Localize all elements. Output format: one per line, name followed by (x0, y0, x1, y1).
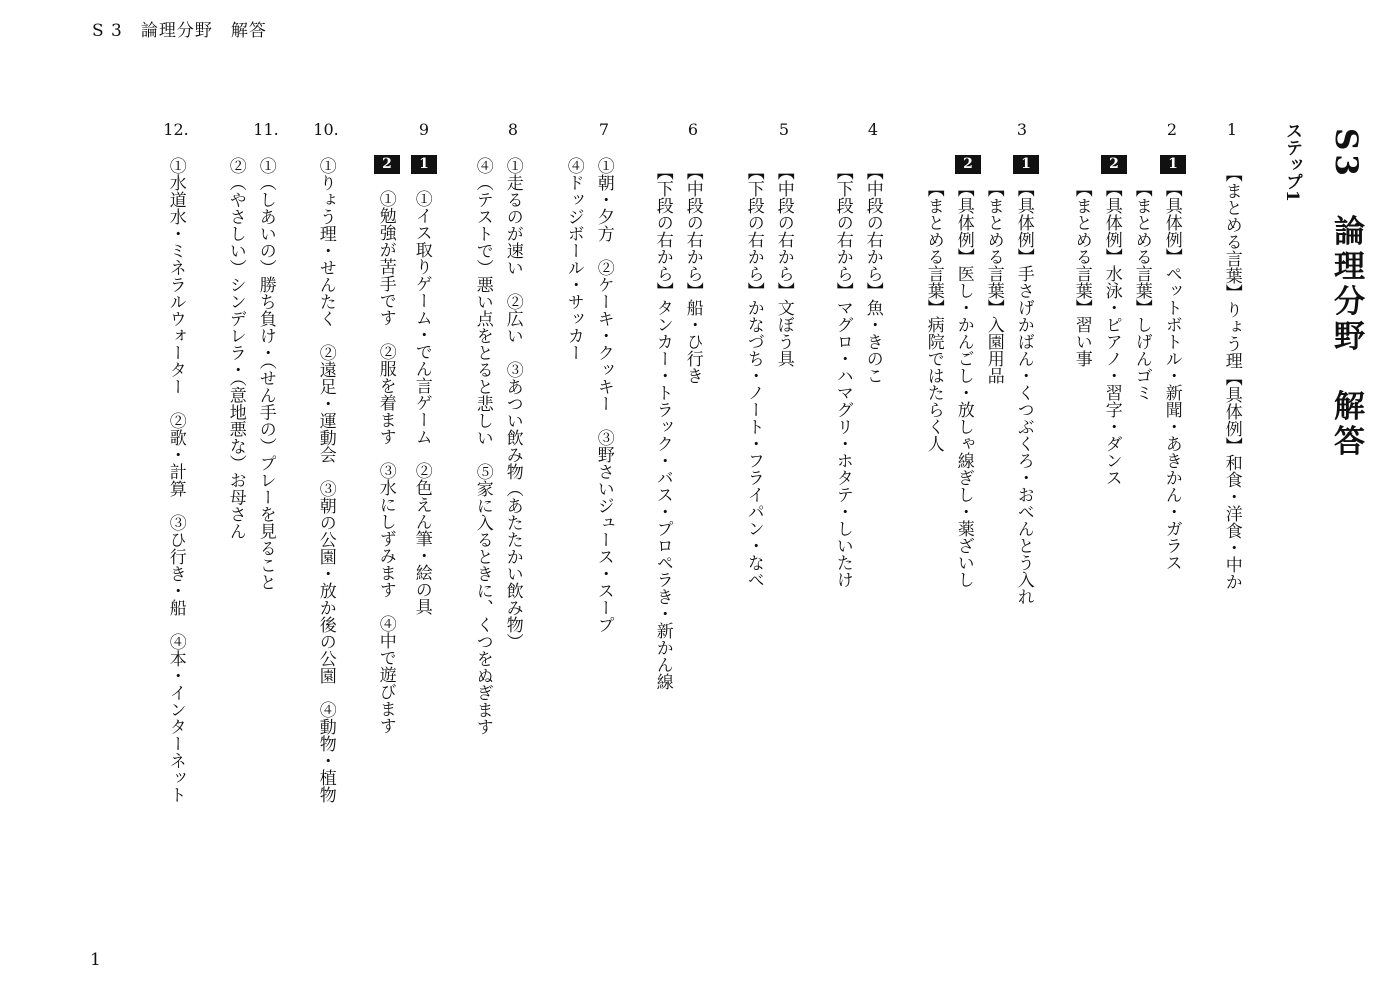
step-label: ステップ1 (1282, 122, 1302, 202)
answer-line: ①勉強が苦手です ②服を着ます ③水にしずみます ④中で遊びます (375, 190, 396, 734)
question-number-7: 7 (598, 120, 610, 139)
part-badge-1: 1 (1160, 155, 1186, 174)
page-header: S 3 論理分野 解答 (92, 21, 267, 41)
question-number-1: 1 (1226, 120, 1238, 139)
part-badge-1: 1 (1013, 155, 1039, 174)
answer-line: 【まとめる言葉】入園用品 (983, 180, 1004, 384)
answer-line: 【まとめる言葉】習い事 (1071, 180, 1092, 367)
part-badge-2: 2 (1101, 155, 1127, 174)
answer-line: 【下段の右から】タンカー・トラック・バス・プロペラき・新かん線 (652, 163, 673, 690)
question-number-10: 10. (313, 120, 339, 139)
answer-line: ①走るのが速い ②広い ③あつい飲み物（あたたかい飲み物） (502, 157, 523, 650)
part-badge-2: 2 (955, 155, 981, 174)
answer-line: 【具体例】ペットボトル・新聞・あきかん・ガラス (1161, 180, 1182, 571)
question-number-5: 5 (778, 120, 790, 139)
part-badge-2: 2 (374, 155, 400, 174)
question-number-6: 6 (687, 120, 699, 139)
answer-line: 【具体例】手さげかばん・くつぶくろ・おべんとう入れ (1013, 180, 1034, 605)
answer-line: ②（やさしい）シンデレラ・（意地悪な）お母さん (225, 157, 246, 540)
answer-line: ④ドッジボール・サッカー (563, 157, 584, 361)
answer-line: ①りょう理・せんたく ②遠足・運動会 ③朝の公園・放か後の公園 ④動物・植物 (315, 157, 336, 803)
question-number-9: 9 (418, 120, 430, 139)
answer-line: 【中段の右から】船・ひ行き (682, 163, 703, 384)
answer-line: 【まとめる言葉】りょう理【具体例】和食・洋食・中か (1221, 165, 1242, 590)
question-number-12: 12. (163, 120, 189, 139)
answer-line: 【具体例】水泳・ピアノ・習字・ダンス (1101, 180, 1122, 486)
answer-line: ①水道水・ミネラルウォーター ②歌・計算 ③ひ行き・船 ④本・インターネット (165, 157, 186, 803)
page-title: S3 論理分野 解答 (1328, 128, 1364, 460)
question-number-3: 3 (1016, 120, 1028, 139)
part-badge-1: 1 (411, 155, 437, 174)
page-number: 1 (90, 950, 101, 970)
answer-line: 【まとめる言葉】しげんゴミ (1131, 180, 1152, 401)
question-number-4: 4 (867, 120, 879, 139)
answer-line: 【具体例】医し・かんごし・放しゃ線ぎし・薬ざいし (953, 180, 974, 588)
answer-line: ④（テストで）悪い点をとると悲しい ⑤家に入るときに、くつをぬぎます (472, 157, 493, 735)
answer-line: 【中段の右から】魚・きのこ (862, 163, 883, 384)
answer-line: 【まとめる言葉】病院ではたらく人 (923, 180, 944, 452)
answer-line: 【下段の右から】かなづち・ノート・フライパン・なべ (743, 163, 764, 588)
answer-line: ①（しあいの）勝ち負け・（せん手の）プレーを見ること (255, 157, 276, 591)
answer-line: ①イス取りゲーム・でん言ゲーム ②色えん筆・絵の具 (411, 190, 432, 615)
question-number-8: 8 (507, 120, 519, 139)
answer-line: 【下段の右から】マグロ・ハマグリ・ホタテ・しいたけ (832, 163, 853, 588)
question-number-11: 11. (253, 120, 279, 139)
answer-line: 【中段の右から】文ぼう具 (773, 163, 794, 367)
answer-line: ①朝・夕方 ②ケーキ・クッキー ③野さいジュース・スープ (593, 157, 614, 633)
question-number-2: 2 (1166, 120, 1178, 139)
